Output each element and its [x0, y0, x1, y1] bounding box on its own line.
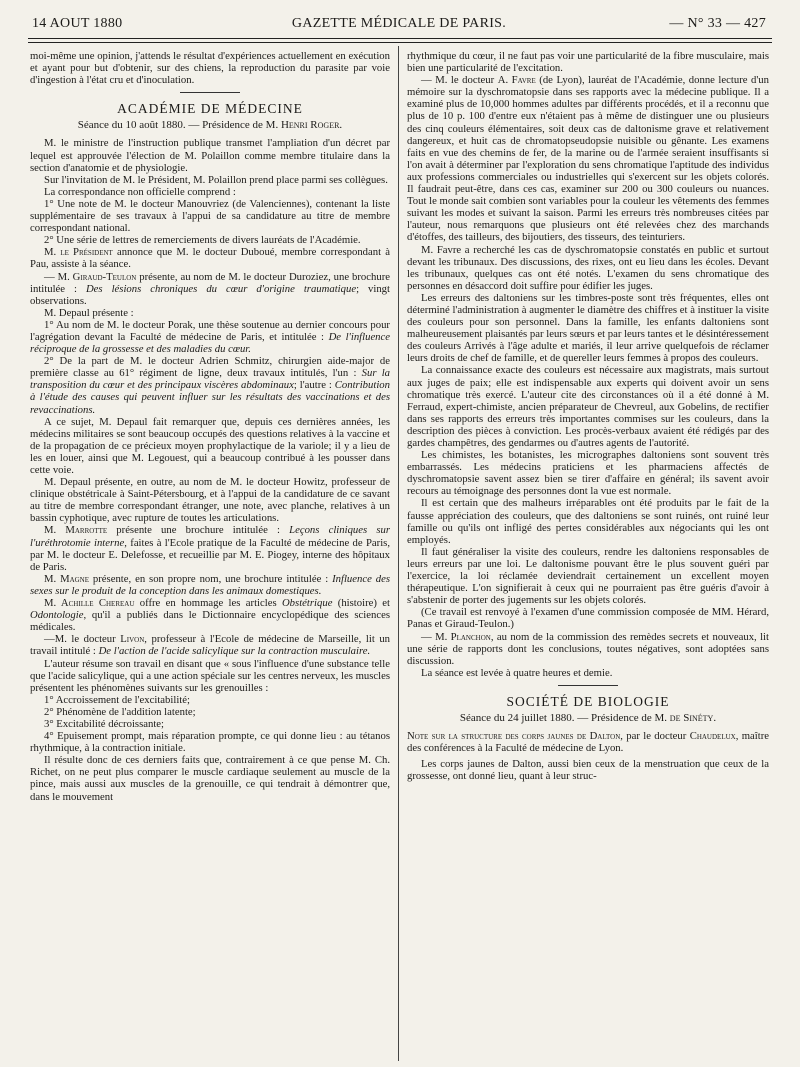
- paragraph: Les erreurs des daltoniens sur les timbres-poste sont très fréquentes, elles ont déterminé l'administration à augmenter le diamètre des chiffres et à instituer la visite des couleurs pour son personnel. Dans la famille, les enfants daltoniens sont malheureusement plaisantés par leurs sœurs et par leurs tantes et le désintéressement des couleurs Arrivés à l'âge adulte et mariés, il leur arrive quelquefois de réclamer leurs droits de chef de famille, et de quereller leurs femmes à propos des couleurs.: [407, 291, 769, 365]
- paragraph: A ce sujet, M. Depaul fait remarquer que, depuis ces dernières années, les médecins militaires se sont beaucoup occupés des questions relatives à la vaccine et de la propagation de ce précieux moyen prophylactique de la variole; il y a lieu de les en louer, ainsi que M. Legouest, qui a beaucoup contribué à les pousser dans cette voie.: [30, 415, 390, 476]
- left-column: [30, 50, 390, 1060]
- academie-title: ACADÉMIE DE MÉDECINE: [117, 101, 303, 117]
- paragraph: Il faut généraliser la visite des couleurs, rendre les daltoniens responsables de leurs erreurs par une loi. Le daltonisme pouvant être le plus souvent guéri par l'exercice, la loi réclamée deviendrait certainement un excellent moyen thérapeutique. L'on signifierait à ceux qui ne pourraient pas être guéris d'avoir à s'abstenir de porter des jugements sur les objets colorés.: [407, 545, 769, 607]
- section-rule: [180, 92, 240, 93]
- paragraph: 2° Une série de lettres de remerciements de divers lauréats de l'Académie.: [44, 234, 361, 247]
- paragraph: 2° De la part de M. le docteur Adrien Schmitz, chirurgien aide-major de première classe au 61° régiment de ligne, deux travaux intitulés, l'un : Sur la transposition du cœur et des principaux viscères abdominaux; l'autre : Contribution à l'étude des causes qui peuvent influer sur les résultats des vaccinations et des revaccinations.: [30, 355, 390, 416]
- paragraph: — M. le docteur A. Favre (de Lyon), lauréat de l'Académie, donne lecture d'un mémoire sur la dyschromatopsie dans ses rapports avec la médecine publique. Il a examiné plus de 10,000 hommes adultes par différents procédés, et il a reconnu que plus de 10 p. 100 d'entre eux n'étaient pas à même de distinguer une ou plusieurs des cinq couleurs élémentaires, soit deux cas de daltonisme grave et relativement dangereux, et huit cas de chromatopseudopsie nuisible ou gênante. Les examens faits en vue des chemins de fer, de la marine ou de l'armée seraient insuffisants si l'on avait à déterminer par l'exploration du sens chromatique l'aptitude des individus aux professions commerciales ou industrielles qui s'exercent sur les objets colorés. Il faudrait peut-être, dans ces cas, examiner sur 200 ou 300 couleurs ou nuances. Tout le monde sait combien sont variables pour la couleur les vêtements des femmes suivant les modes et suivant la saison. Parmi les erreurs très nombreuses citées par l'auteur, nous remarquons que plusieurs ont été relevées chez des marchands d'étoffes, des tailleurs, des bijoutiers, des tisseurs, des teinturiers.: [407, 74, 769, 244]
- running-head: [32, 14, 766, 34]
- paragraph: L'auteur résume son travail en disant que « sous l'influence d'une substance telle que l'acide salicylique, qui a une action spéciale sur les centres nerveux, les muscles présentent les phénomènes suivants sur les grenouilles :: [30, 657, 390, 694]
- paragraph: —M. le docteur Livon, professeur à l'Ecole de médecine de Marseille, lit un travail intitulé : De l'action de l'acide salicylique sur la contraction musculaire.: [30, 633, 390, 658]
- paragraph: 1° Une note de M. le docteur Manouvriez (de Valenciennes), contenant la liste supplémentaire de ses travaux à l'appui de sa candidature au titre de membre correspondant national.: [30, 197, 390, 235]
- paragraph: Note sur la structure des corps jaunes de Dalton, par le docteur Chaudelux, maître des conférences à la Faculté de médecine de Lyon.: [407, 730, 769, 755]
- paragraph: 1° Au nom de M. le docteur Porak, une thèse soutenue au dernier concours pour l'agrégation devant la Faculté de médecine de Paris, et intitulée : De l'influence réciproque de la grossesse et des maladies du cœur.: [30, 318, 390, 356]
- paragraph: rhythmique du cœur, il ne faut pas voir une particularité de la fibre musculaire, mais bien une particularité de l'excitation.: [407, 50, 769, 75]
- header-page-number: — N° 33 — 427: [669, 16, 766, 31]
- paragraph: Les corps jaunes de Dalton, aussi bien ceux de la menstruation que ceux de la grossesse, ont donné lieu, quant à leur struc-: [407, 758, 769, 783]
- paragraph: M. Favre a recherché les cas de dyschromatopsie constatés en public et surtout devant les tribunaux. Des discussions, des rixes, ont eu lieu dans les écoles. Devant les tribunaux, quelques cas ont été notés. L'examen du sens chromatique des personnes en désaccord doit suffire pour édifier les juges.: [407, 243, 769, 292]
- paragraph: La séance est levée à quatre heures et demie.: [421, 666, 613, 679]
- right-column: [407, 50, 769, 1060]
- header-rule: [28, 38, 772, 43]
- list-item: 4° Epuisement prompt, mais réparation prompte, ce qui donne lieu : au tétanos rhythmique, à la contraction initiale.: [30, 730, 390, 755]
- list-item: 1° Accroissement de l'excitabilité;: [44, 693, 190, 706]
- section-rule: [558, 685, 618, 686]
- paragraph: Il résulte donc de ces derniers faits que, contrairement à ce que pense M. Ch. Richet, on ne peut plus comparer le muscle cardiaque seulement au muscle de la pince, mais aussi aux muscles de la grenouille, ce qui tendrait à démontrer que, dans le mouvement: [30, 754, 390, 803]
- intro-paragraph: moi-même une opinion, j'attends le résultat d'expériences actuellement en exécution et ayant pour but d'obtenir, sur des chiens, la reproduction du parasite par voie d'ingestion à l'état cru et d'inoculation.: [30, 50, 390, 87]
- paragraph: Sur l'invitation de M. le Président, M. Polaillon prend place parmi ses collègues.: [44, 173, 388, 186]
- seance-line: Séance du 24 juillet 1880. — Présidence de M. de Sinéty.: [459, 711, 717, 724]
- paragraph: M. Magne présente, en son propre nom, une brochure intitulée : Influence des sexes sur le produit de la conception dans les animaux domestiques.: [30, 572, 390, 597]
- paragraph: Il est certain que des malheurs irréparables ont été produits par le fait de la fausse appréciation des couleurs, que des daltoniens se sont ruinés, ont ruiné leur famille ou qu'ils ont infligé des pertes considérables aux négociants qui les ont employés.: [407, 497, 769, 546]
- paragraph: — M. Giraud-Teulon présente, au nom de M. le docteur Duroziez, une brochure intitulée : Des lésions chroniques du cœur d'origine traumatique; vingt observations.: [30, 270, 390, 307]
- paragraph: M. Depaul présente :: [44, 306, 134, 319]
- paragraph: La correspondance non officielle comprend :: [44, 185, 236, 198]
- paragraph: Les chimistes, les botanistes, les micrographes daltoniens sont souvent très embarrassés. Les médecins praticiens et les pharmaciens affectés de dyschromatopsie savent assez bien se tirer d'affaire en général; ils savent avoir recours au témoignage des personnes dont la vue est normale.: [407, 449, 769, 498]
- paragraph: M. Depaul présente, en outre, au nom de M. le docteur Howitz, professeur de clinique obstétricale à Saint-Pétersbourg, et à l'appui de la candidature de ce savant au titre de membre correspondant étranger, une note, avec planche, relatives à un bassin cyphotique, avec rupture de toutes les articulations.: [30, 476, 390, 525]
- paragraph: La connaissance exacte des couleurs est nécessaire aux magistrats, mais surtout aux juges de paix; elle est indispensable aux experts qui doivent avoir un sens chromatique très exercé. L'auteur cite des circonstances où il a été donné à M. Ferraud, expert-chimiste, ancien préparateur de Chevreul, aux Gobelins, de rectifier dans ses rapports des erreurs très importantes commises sur les couleurs, dans la description des pièces à conviction. Les procès-verbaux avaient été rédigés par des gardes champêtres, des gendarmes ou d'autres agents de l'autorité.: [407, 364, 769, 449]
- list-item: 3° Excitabilité décroissante;: [44, 717, 165, 730]
- paragraph: M. le Président annonce que M. le docteur Duboué, membre correspondant à Pau, assiste à la séance.: [30, 246, 390, 271]
- header-date: 14 AOUT 1880: [32, 16, 123, 31]
- paragraph: M. Marrotte présente une brochure intitulée : Leçons cliniques sur l'uréthrotomie interne, faites à l'Ecole pratique de la Faculté de médecine de Paris, par M. le docteur E. Delefosse, et recueillie par M. E. Piogey, interne des hôpitaux de Paris.: [30, 524, 390, 573]
- list-item: 2° Phénomène de l'addition latente;: [44, 705, 196, 718]
- seance-line: Séance du 10 août 1880. — Présidence de M. Henri Roger.: [77, 119, 343, 132]
- paragraph: M. Achille Chereau offre en hommage les articles Obstétrique (histoire) et Odontologie, qu'il a publiés dans le Dictionnaire encyclopédique des sciences médicales.: [30, 597, 390, 634]
- paragraph: M. le ministre de l'instruction publique transmet l'ampliation d'un décret par lequel est approuvée l'élection de M. Polaillon comme membre titulaire dans la section d'anatomie et de physiologie.: [30, 137, 390, 174]
- paragraph: — M. Planchon, au nom de la commission des remèdes secrets et nouveaux, lit une série de rapports dont les conclusions, toutes négatives, sont adoptées sans discussion.: [407, 630, 769, 667]
- societe-title: SOCIÉTÉ DE BIOLOGIE: [506, 693, 670, 709]
- header-title: GAZETTE MÉDICALE DE PARIS.: [291, 16, 507, 31]
- paragraph: (Ce travail est renvoyé à l'examen d'une commission composée de MM. Hérard, Panas et Giraud-Teulon.): [407, 606, 769, 631]
- column-divider: [398, 46, 399, 1061]
